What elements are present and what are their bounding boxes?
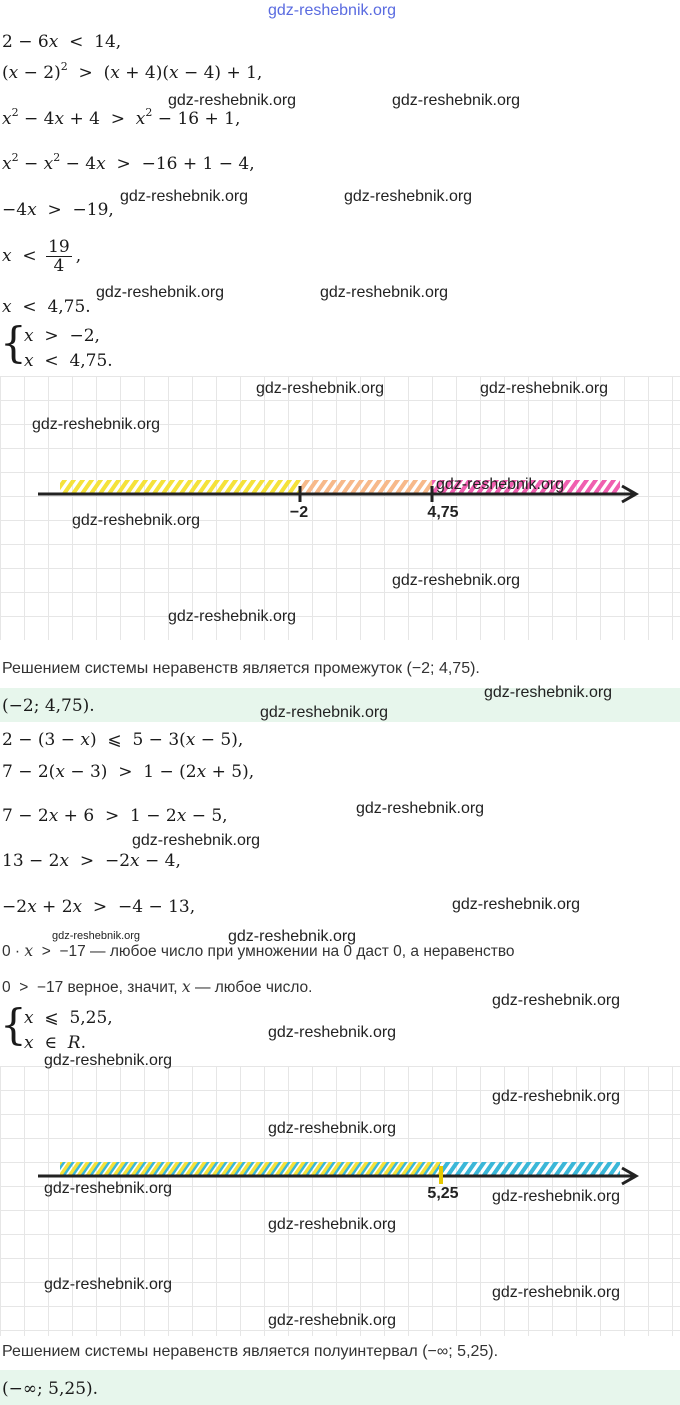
- watermark: gdz-reshebnik.org: [320, 284, 449, 301]
- math2-line-2: 7 − 2(x − 3) > 1 − (2x + 5),: [2, 762, 255, 782]
- watermark: gdz-reshebnik.org: [132, 832, 261, 849]
- watermark: gdz-reshebnik.org: [492, 992, 621, 1009]
- watermark: gdz-reshebnik.org: [492, 1088, 621, 1105]
- watermark: gdz-reshebnik.org: [260, 704, 389, 721]
- math2-line-1: 2 − (3 − x) ⩽ 5 − 3(x − 5),: [2, 730, 244, 750]
- hatch-right-2: [440, 1162, 620, 1176]
- hatch-left-1: [60, 480, 300, 494]
- watermark: gdz-reshebnik.org: [392, 572, 521, 589]
- tick-label-minus-2: −2: [289, 504, 309, 521]
- watermark: gdz-reshebnik.org: [120, 188, 249, 205]
- math-line-7: x < 4,75.: [2, 297, 91, 317]
- watermark: gdz-reshebnik.org: [392, 92, 521, 109]
- watermark: gdz-reshebnik.org: [492, 1188, 621, 1205]
- watermark: gdz-reshebnik.org: [268, 1216, 397, 1233]
- math-line-5: −4x > −19,: [2, 200, 114, 220]
- explain-line-2: 0 > −17 верное, значит, x — любое число.: [2, 978, 313, 996]
- answer-1: (−2; 4,75).: [2, 696, 95, 716]
- hatch-left-2: [60, 1162, 440, 1176]
- watermark: gdz-reshebnik.org: [436, 476, 565, 493]
- watermark: gdz-reshebnik.org: [44, 1052, 173, 1069]
- watermark: gdz-reshebnik.org: [452, 896, 581, 913]
- watermark: gdz-reshebnik.org: [256, 380, 385, 397]
- watermark: gdz-reshebnik.org: [492, 1284, 621, 1301]
- system-brace-1: {: [0, 318, 27, 367]
- explain-line-1: 0 · x > −17 — любое число при умножении на 0 даст 0, а неравенство: [2, 942, 515, 960]
- watermark: gdz-reshebnik.org: [344, 188, 473, 205]
- system1-line-2: x < 4,75.: [24, 351, 113, 371]
- system2-line-2: x ∈ R.: [24, 1033, 87, 1053]
- hatch-overlap-1: [300, 480, 432, 494]
- math-line-4: $x^2 - x^2 - 4x > -16 + 1 - 4$,: [2, 151, 255, 174]
- math2-line-5: −2x + 2x > −4 − 13,: [2, 897, 196, 917]
- math-line-3: $x^2 - 4x + 4 > x^2 - 16 + 1$,: [2, 106, 241, 129]
- conclusion-2: Решением системы неравенств является полуинтервал (−∞; 5,25).: [2, 1343, 499, 1360]
- watermark: gdz-reshebnik.org: [44, 1180, 173, 1197]
- system1-line-1: x > −2,: [24, 326, 100, 346]
- math-line-1: 2 − 6x < 14,: [2, 32, 122, 52]
- watermark: gdz-reshebnik.org: [168, 608, 297, 625]
- tick-label-4-75: 4,75: [427, 504, 459, 521]
- watermark: gdz-reshebnik.org: [356, 800, 485, 817]
- math2-line-3: 7 − 2x + 6 > 1 − 2x − 5,: [2, 806, 228, 826]
- watermark: gdz-reshebnik.org: [72, 512, 201, 529]
- system-brace-2: {: [0, 1000, 27, 1049]
- watermark: gdz-reshebnik.org: [268, 1024, 397, 1041]
- math2-line-4: 13 − 2x > −2x − 4,: [2, 851, 181, 871]
- conclusion-1: Решением системы неравенств является промежуток (−2; 4,75).: [2, 660, 480, 677]
- math-line-6: x < $\frac{19}{4}$ ,: [2, 237, 82, 276]
- watermark: gdz-reshebnik.org: [484, 684, 613, 701]
- watermark: gdz-reshebnik.org: [268, 1312, 397, 1329]
- watermark: gdz-reshebnik.org: [32, 416, 161, 433]
- watermark: gdz-reshebnik.org: [168, 92, 297, 109]
- tick-label-5-25: 5,25: [427, 1185, 459, 1202]
- watermark: gdz-reshebnik.org: [480, 380, 609, 397]
- answer-box-2: [0, 1370, 680, 1405]
- math-line-2: $(x - 2)^2 > (x + 4)(x - 4) + 1$,: [2, 60, 263, 83]
- watermark: gdz-reshebnik.org: [228, 928, 357, 945]
- watermark: gdz-reshebnik.org: [52, 930, 141, 942]
- watermark: gdz-reshebnik.org: [268, 1120, 397, 1137]
- watermark: gdz-reshebnik.org: [96, 284, 225, 301]
- watermark-top: gdz-reshebnik.org: [268, 2, 397, 19]
- watermark: gdz-reshebnik.org: [44, 1276, 173, 1293]
- system2-line-1: x ⩽ 5,25,: [24, 1008, 113, 1028]
- answer-2: (−∞; 5,25).: [2, 1379, 99, 1399]
